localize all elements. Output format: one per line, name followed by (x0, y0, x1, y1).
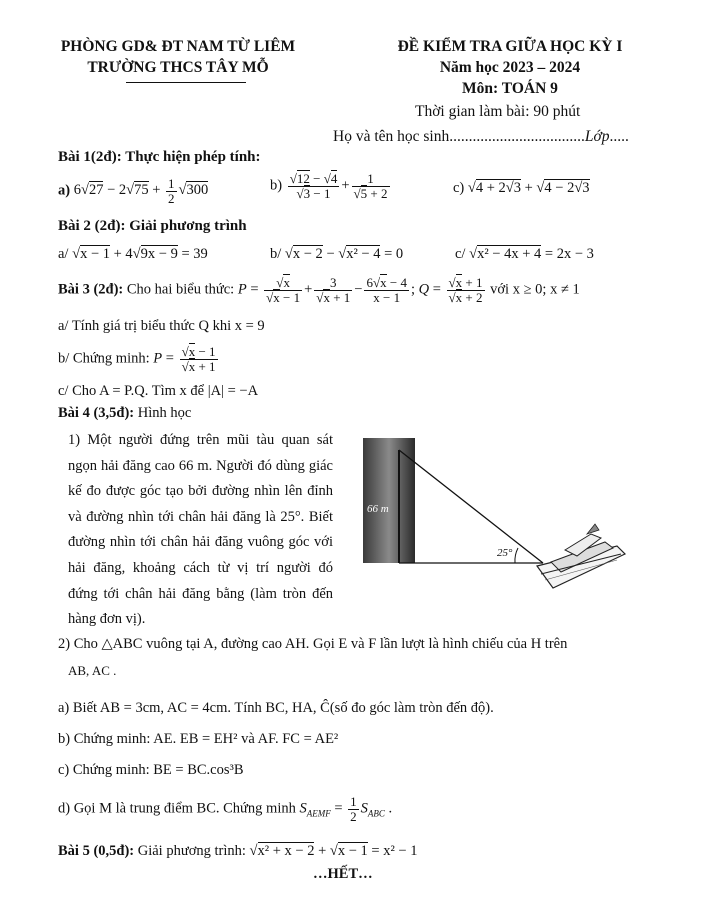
bai5: Bài 5 (0,5đ): Giải phương trình: √x² + x − 2 + √x − 1 = x² − 1 (58, 843, 418, 859)
bai5-text: Giải phương trình: (137, 843, 246, 859)
bai2-b: b/ √x − 2 − √x² − 4 = 0 (270, 246, 404, 262)
school-year: Năm học 2023 – 2024 (439, 59, 581, 76)
class-label: Lớp (584, 128, 610, 145)
bai2-a-label: a/ (58, 246, 69, 262)
bai4-heading (58, 405, 191, 422)
bai4-b: b) Chứng minh: AE. EB = EH² và AF. FC = AE² (58, 731, 339, 747)
lighthouse-figure (355, 438, 630, 598)
exam-header (365, 36, 655, 99)
bai4-subtitle: Hình học (137, 405, 192, 421)
time-limit: Thời gian làm bài: 90 phút (415, 103, 581, 120)
bai1-b: b) $\frac{√12 - √4}{√3 - 1}$ + $\frac{1}{√5 + 2}$ (270, 171, 388, 201)
header-underline (126, 82, 246, 83)
school-header (38, 36, 318, 78)
student-name-dots: ................................... (449, 128, 585, 145)
bai2-c-label: c/ (455, 246, 466, 262)
bai2-a: a/ √x − 1 + 4√9x − 9 = 39 (58, 246, 208, 262)
bai2-title: Bài 2 (2đ): Giải phương trình (58, 218, 247, 234)
student-name-label: Họ và tên học sinh (333, 128, 450, 145)
bai2-b-label: b/ (270, 246, 282, 262)
line-of-sight-top (399, 450, 543, 563)
bai4-part2: 2) Cho △ABC vuông tại A, đường cao AH. Gọi E và F lần lượt là hình chiếu của H trên (58, 636, 568, 652)
bai1-c: c) √4 + 2√3 + √4 − 2√3 (453, 180, 590, 196)
class-dots: ..... (609, 128, 629, 145)
school-name: TRƯỜNG THCS TÂY MỖ (87, 59, 269, 76)
bai3-title: Bài 3 (2đ): (58, 281, 124, 298)
bai1-b-label: b) (270, 177, 283, 194)
ship-icon (537, 524, 625, 588)
angle-arc (515, 548, 518, 563)
bai4-title: Bài 4 (3,5đ): (58, 405, 135, 421)
bai4-a: a) Biết AB = 3cm, AC = 4cm. Tính BC, HA, Ĉ(số đo góc làm tròn đến độ). (58, 700, 494, 716)
exam-title: ĐỀ KIỂM TRA GIỮA HỌC KỲ I (397, 38, 623, 55)
bai1-a-expr: 6√27 − 2√75 + $\frac{1}{2}$ √300 (73, 176, 209, 206)
bai4-c: c) Chứng minh: BE = BC.cos³B (58, 762, 244, 778)
bai3-b-label: b/ Chứng minh: (58, 350, 150, 367)
end-marker: …HẾT… (313, 866, 373, 882)
bai3-condition: với x ≥ 0; x ≠ 1 (490, 281, 580, 298)
bai4-part1: 1) Một người đứng trên mũi tàu quan sát ngọn hải đăng cao 66 m. Người đó dùng giác kế đo được góc tạo bởi đường nhìn lên đỉnh và đường nhìn tới chân hải đăng là 25°. Biết đường nhìn tới chân hải đăng vuông góc với hải đăng, khoảng cách từ vị trí người đó đứng tới chân hải đăng bằng (làm tròn đến hàng đơn vị). (68, 432, 333, 628)
bai3-statement: Bài 3 (2đ): Cho hai biểu thức: P = $\frac{√x}{√x - 1}$ + $\frac{3}{√x + 1}$ − $\frac{6√x - 4}{x - 1}$ ; Q = $\frac{√x + 1}{√x + 2}$ với x ≥ 0; x ≠ 1 (58, 275, 580, 305)
bai4-d: d) Gọi M là trung điểm BC. Chứng minh $S_{AEMF}$ = $\frac{1}{2}$ $S_{ABC}$ . (58, 794, 393, 824)
angle-label: 25° (497, 547, 513, 559)
bai3-c: c/ Cho A = P.Q. Tìm x để |A| = −A (58, 383, 259, 399)
department-name: PHÒNG GD& ĐT NAM TỪ LIÊM (60, 38, 296, 55)
height-label: 66 m (367, 503, 389, 515)
bai4-d-text: d) Gọi M là trung điểm BC. Chứng minh (58, 800, 296, 817)
bai1-c-label: c) (453, 180, 465, 196)
bai3-b: b/ Chứng minh: P = $\frac{√x - 1}{√x + 1}$ (58, 344, 216, 374)
bai4-part2-cont: AB, AC . (68, 663, 117, 678)
bai1-a (58, 177, 208, 205)
bai2-c: c/ √x² − 4x + 4 = 2x − 3 (455, 246, 594, 262)
bai1-title: Bài 1(2đ): Thực hiện phép tính: (58, 149, 261, 165)
bai3-intro: Cho hai biểu thức: (126, 281, 235, 298)
bai3-a: a/ Tính giá trị biểu thức Q khi x = 9 (58, 318, 265, 334)
bai5-title: Bài 5 (0,5đ): (58, 843, 135, 859)
subject: Môn: TOÁN 9 (462, 80, 558, 97)
bai1-a-label: a) (58, 182, 71, 199)
student-info-line (333, 128, 629, 146)
